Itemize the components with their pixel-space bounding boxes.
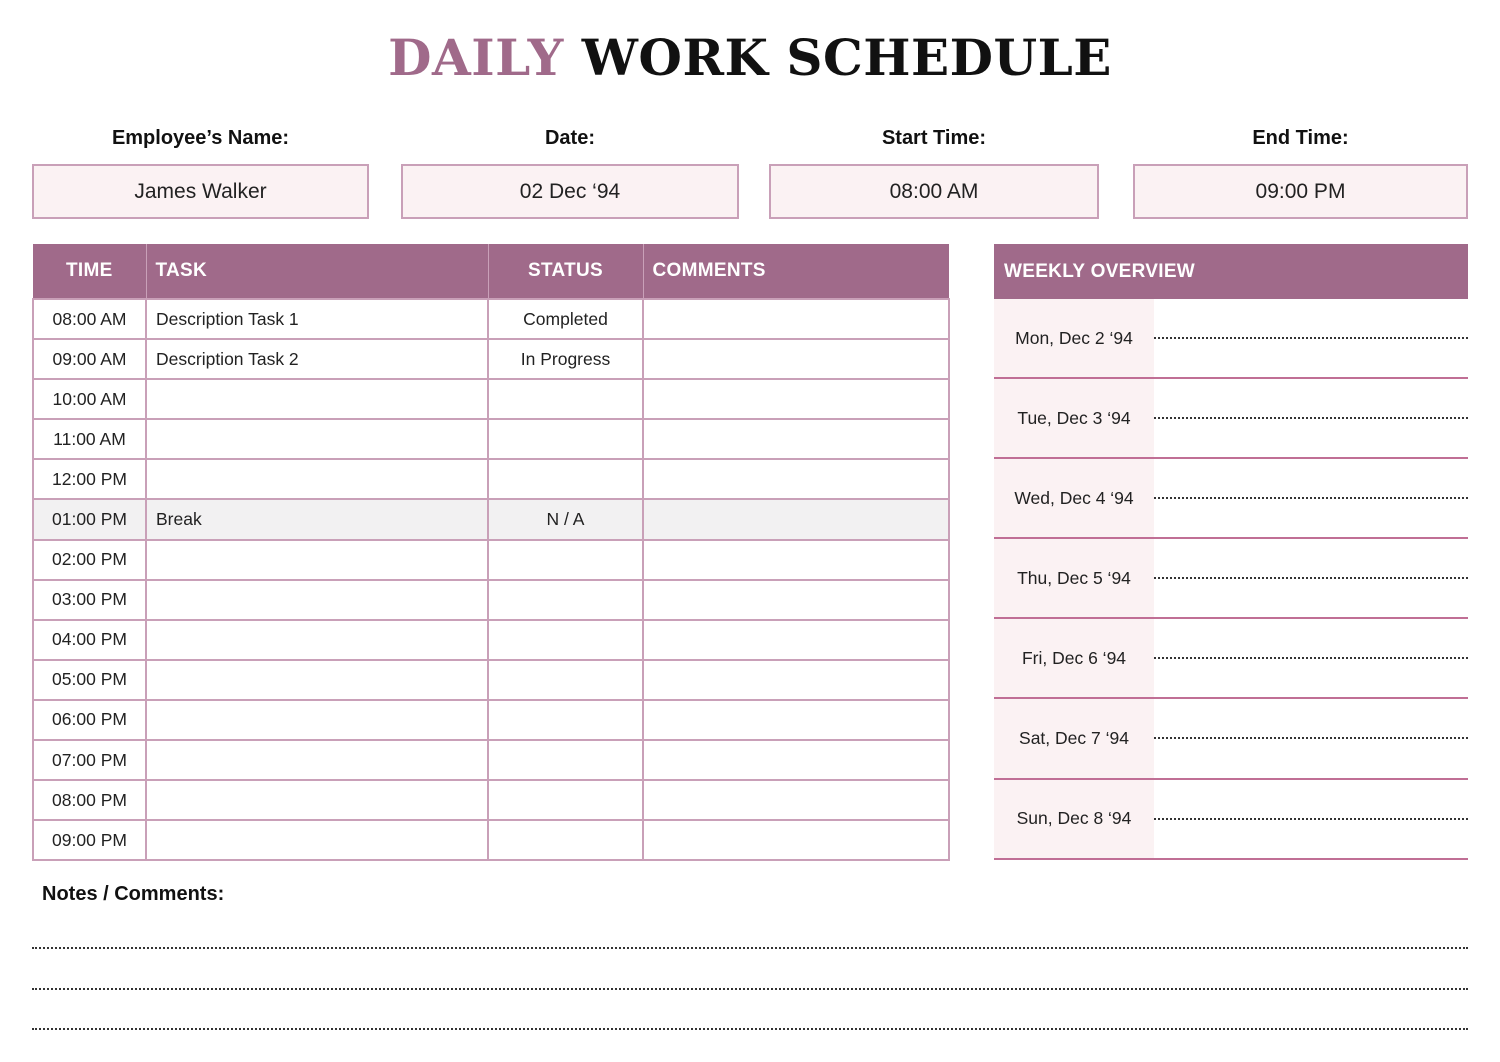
page-title — [0, 28, 1500, 88]
table-row — [33, 299, 949, 339]
table-row — [33, 459, 949, 499]
comments-cell[interactable] — [643, 660, 949, 700]
weekly-row — [994, 699, 1468, 779]
weekly-row — [994, 299, 1468, 379]
start-time-label: Start Time: — [881, 127, 987, 149]
comments-cell[interactable] — [643, 459, 949, 499]
date-label: Date: — [544, 127, 595, 149]
status-cell[interactable] — [488, 780, 643, 820]
status-cell[interactable]: Completed — [488, 299, 643, 339]
weekly-entry-line[interactable] — [1154, 699, 1468, 777]
weekly-day-label: Tue, Dec 3 ‘94 — [994, 379, 1154, 457]
status-cell[interactable] — [488, 820, 643, 860]
table-row — [33, 780, 949, 820]
comments-column-header: COMMENTS — [643, 244, 949, 299]
comments-cell[interactable] — [643, 499, 949, 539]
status-cell[interactable] — [488, 660, 643, 700]
time-cell: 07:00 PM — [33, 740, 146, 780]
weekly-day-label: Mon, Dec 2 ‘94 — [994, 299, 1154, 377]
comments-cell[interactable] — [643, 419, 949, 459]
end-time-field[interactable]: 09:00 PM — [1133, 164, 1468, 219]
status-cell[interactable] — [488, 459, 643, 499]
task-column-header: TASK — [146, 244, 488, 299]
task-cell[interactable] — [146, 620, 488, 660]
time-cell: 03:00 PM — [33, 580, 146, 620]
table-row — [33, 620, 949, 660]
weekly-entry-line[interactable] — [1154, 619, 1468, 697]
comments-cell[interactable] — [643, 700, 949, 740]
status-cell[interactable] — [488, 580, 643, 620]
weekly-overview-header: WEEKLY OVERVIEW — [994, 244, 1468, 299]
status-cell[interactable]: N / A — [488, 499, 643, 539]
date-field[interactable]: 02 Dec ‘94 — [401, 164, 739, 219]
table-row — [33, 379, 949, 419]
status-cell[interactable] — [488, 540, 643, 580]
comments-cell[interactable] — [643, 820, 949, 860]
task-cell[interactable] — [146, 660, 488, 700]
time-cell: 04:00 PM — [33, 620, 146, 660]
notes-line[interactable] — [32, 988, 1468, 990]
notes-line[interactable] — [32, 1028, 1468, 1030]
task-cell[interactable]: Description Task 1 — [146, 299, 488, 339]
notes-line[interactable] — [32, 947, 1468, 949]
time-cell: 11:00 AM — [33, 419, 146, 459]
schedule-table — [32, 244, 950, 861]
employee-name-label: Employee’s Name: — [111, 127, 290, 149]
status-cell[interactable] — [488, 740, 643, 780]
status-cell[interactable] — [488, 419, 643, 459]
comments-cell[interactable] — [643, 740, 949, 780]
comments-cell[interactable] — [643, 379, 949, 419]
end-time-label: End Time: — [1252, 127, 1349, 149]
table-row — [33, 700, 949, 740]
weekly-row — [994, 780, 1468, 860]
task-cell[interactable] — [146, 700, 488, 740]
status-cell[interactable]: In Progress — [488, 339, 643, 379]
status-cell[interactable] — [488, 700, 643, 740]
time-cell: 10:00 AM — [33, 379, 146, 419]
time-cell: 09:00 PM — [33, 820, 146, 860]
title-main: WORK SCHEDULE — [581, 28, 1112, 87]
task-cell[interactable]: Break — [146, 499, 488, 539]
table-row — [33, 820, 949, 860]
start-time-field[interactable]: 08:00 AM — [769, 164, 1099, 219]
comments-cell[interactable] — [643, 580, 949, 620]
weekly-row — [994, 539, 1468, 619]
time-cell: 06:00 PM — [33, 700, 146, 740]
table-row — [33, 660, 949, 700]
title-accent: DAILY — [388, 28, 564, 87]
table-row — [33, 339, 949, 379]
task-cell[interactable] — [146, 740, 488, 780]
weekly-entry-line[interactable] — [1154, 780, 1468, 858]
weekly-entry-line[interactable] — [1154, 459, 1468, 537]
weekly-day-label: Thu, Dec 5 ‘94 — [994, 539, 1154, 617]
weekly-entry-line[interactable] — [1154, 299, 1468, 377]
weekly-entry-line[interactable] — [1154, 379, 1468, 457]
weekly-row — [994, 459, 1468, 539]
table-row — [33, 580, 949, 620]
task-cell[interactable] — [146, 580, 488, 620]
time-cell: 01:00 PM — [33, 499, 146, 539]
table-row — [33, 740, 949, 780]
time-cell: 05:00 PM — [33, 660, 146, 700]
task-cell[interactable] — [146, 780, 488, 820]
weekly-day-label: Sun, Dec 8 ‘94 — [994, 780, 1154, 858]
task-cell[interactable] — [146, 419, 488, 459]
task-cell[interactable]: Description Task 2 — [146, 339, 488, 379]
task-cell[interactable] — [146, 379, 488, 419]
weekly-day-label: Wed, Dec 4 ‘94 — [994, 459, 1154, 537]
notes-label: Notes / Comments: — [42, 883, 225, 905]
comments-cell[interactable] — [643, 299, 949, 339]
time-cell: 12:00 PM — [33, 459, 146, 499]
task-cell[interactable] — [146, 540, 488, 580]
time-cell: 08:00 PM — [33, 780, 146, 820]
status-column-header: STATUS — [488, 244, 643, 299]
weekly-day-label: Fri, Dec 6 ‘94 — [994, 619, 1154, 697]
weekly-row — [994, 379, 1468, 459]
weekly-overview — [994, 244, 1468, 860]
task-cell[interactable] — [146, 820, 488, 860]
table-row — [33, 499, 949, 539]
task-cell[interactable] — [146, 459, 488, 499]
status-cell[interactable] — [488, 620, 643, 660]
time-column-header: TIME — [33, 244, 146, 299]
comments-cell[interactable] — [643, 339, 949, 379]
comments-cell[interactable] — [643, 780, 949, 820]
comments-cell[interactable] — [643, 620, 949, 660]
time-cell: 09:00 AM — [33, 339, 146, 379]
time-cell: 02:00 PM — [33, 540, 146, 580]
weekly-entry-line[interactable] — [1154, 539, 1468, 617]
table-row — [33, 540, 949, 580]
weekly-day-label: Sat, Dec 7 ‘94 — [994, 699, 1154, 777]
weekly-row — [994, 619, 1468, 699]
schedule-header-row — [33, 244, 949, 299]
employee-name-field[interactable]: James Walker — [32, 164, 369, 219]
comments-cell[interactable] — [643, 540, 949, 580]
status-cell[interactable] — [488, 379, 643, 419]
table-row — [33, 419, 949, 459]
time-cell: 08:00 AM — [33, 299, 146, 339]
